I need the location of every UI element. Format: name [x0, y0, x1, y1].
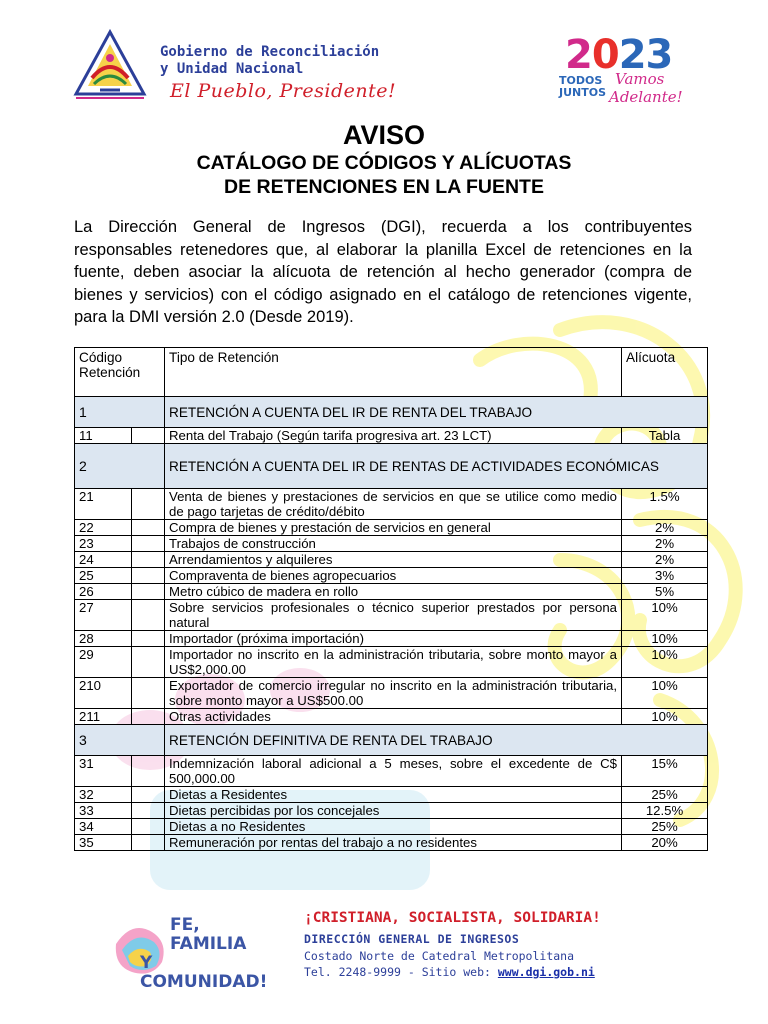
section-row	[75, 397, 708, 428]
row-rate: 10%	[622, 647, 708, 678]
row-code: 22	[75, 520, 132, 536]
row-rate: 2%	[622, 552, 708, 568]
table-row	[75, 631, 708, 647]
table-row	[75, 568, 708, 584]
row-description: Sobre servicios profesionales o técnico superior prestados por persona natural	[165, 600, 622, 631]
year-digit: 2	[618, 32, 646, 78]
row-code: 31	[75, 756, 132, 787]
row-rate: 25%	[622, 819, 708, 835]
row-description: Arrendamientos y alquileres	[165, 552, 622, 568]
row-rate: 20%	[622, 835, 708, 851]
table-row	[75, 489, 708, 520]
row-spacer	[132, 803, 165, 819]
row-rate: 10%	[622, 678, 708, 709]
table-row	[75, 647, 708, 678]
page-subtitle-line1: CATÁLOGO DE CÓDIGOS Y ALÍCUOTAS	[196, 152, 572, 174]
row-description: Renta del Trabajo (Según tarifa progresiva art. 23 LCT)	[165, 428, 622, 444]
table-row	[75, 584, 708, 600]
table-header-row	[75, 348, 708, 397]
row-code: 35	[75, 835, 132, 851]
row-code: 210	[75, 678, 132, 709]
row-rate: 1.5%	[622, 489, 708, 520]
table-row	[75, 709, 708, 725]
row-rate: 5%	[622, 584, 708, 600]
table-row	[75, 600, 708, 631]
row-spacer	[132, 584, 165, 600]
row-code: 33	[75, 803, 132, 819]
header-type: Tipo de Retención	[165, 348, 622, 397]
row-spacer	[132, 631, 165, 647]
year-digit: 2	[565, 32, 592, 78]
juntos-label: JUNTOS	[559, 86, 607, 99]
todos-label: TODOS	[559, 74, 603, 87]
table-row	[75, 819, 708, 835]
row-rate: 2%	[622, 520, 708, 536]
row-rate: 2%	[622, 536, 708, 552]
year-digit: 0	[591, 32, 619, 78]
comunidad-label: Y COMUNIDAD!	[140, 953, 268, 992]
footer-slogan: ¡CRISTIANA, SOCIALISTA, SOLIDARIA!	[304, 910, 601, 926]
fe-familia-comunidad-logo	[112, 910, 272, 992]
row-code: 34	[75, 819, 132, 835]
row-spacer	[132, 678, 165, 709]
table-row	[75, 803, 708, 819]
row-description: Metro cúbico de madera en rollo	[165, 584, 622, 600]
row-code: 11	[75, 428, 132, 444]
row-spacer	[132, 600, 165, 631]
government-emblem-icon	[70, 28, 150, 112]
row-spacer	[132, 552, 165, 568]
fe-label: FE,	[170, 915, 200, 935]
row-rate: 10%	[622, 600, 708, 631]
row-code: 29	[75, 647, 132, 678]
row-description: Dietas percibidas por los concejales	[165, 803, 622, 819]
row-code: 24	[75, 552, 132, 568]
footer-address: Costado Norte de Catedral Metropolitana	[304, 949, 575, 963]
row-description: Compra de bienes y prestación de servicios en general	[165, 520, 622, 536]
row-spacer	[132, 489, 165, 520]
row-spacer	[132, 756, 165, 787]
page-title: AVISO	[342, 120, 425, 150]
row-description: Exportador de comercio irregular no inscrito en la administración tributaria, sobre monto mayor a US$500.00	[165, 678, 622, 709]
row-code: 211	[75, 709, 132, 725]
row-rate: 10%	[622, 709, 708, 725]
row-code: 21	[75, 489, 132, 520]
row-spacer	[132, 536, 165, 552]
intro-paragraph: La Dirección General de Ingresos (DGI), recuerda a los contribuyentes responsables retenedores que, al elaborar la planilla Excel de retenciones en la fuente, deben asociar la alícuota de retención al hecho generador (compra de bienes y servicios) con el código asignado en el catálogo de retenciones vigente, para la DMI versión 2.0 (Desde 2019).	[74, 218, 692, 327]
row-code: 27	[75, 600, 132, 631]
row-description: Indemnización laboral adicional a 5 meses, sobre el excedente de C$ 500,000.00	[165, 756, 622, 787]
row-code: 26	[75, 584, 132, 600]
row-spacer	[132, 520, 165, 536]
government-header	[70, 28, 430, 118]
row-spacer	[132, 568, 165, 584]
section-number: 1	[75, 397, 165, 428]
table-row	[75, 835, 708, 851]
row-code: 32	[75, 787, 132, 803]
table-row	[75, 756, 708, 787]
government-name-line1: Gobierno de Reconciliación	[160, 44, 380, 60]
fe-familia-text	[140, 915, 272, 992]
section-title: RETENCIÓN A CUENTA DEL IR DE RENTAS DE ACTIVIDADES ECONÓMICAS	[165, 444, 708, 489]
vamos-label: Vamos	[615, 70, 665, 88]
table-row	[75, 536, 708, 552]
header-code: Código Retención	[75, 348, 165, 397]
section-number: 3	[75, 725, 165, 756]
row-description: Remuneración por rentas del trabajo a no residentes	[165, 835, 622, 851]
row-description: Importador no inscrito en la administración tributaria, sobre monto mayor a US$2,000.00	[165, 647, 622, 678]
table-row	[75, 552, 708, 568]
row-rate: 10%	[622, 631, 708, 647]
year-2023-logo	[555, 28, 705, 118]
row-code: 23	[75, 536, 132, 552]
row-description: Importador (próxima importación)	[165, 631, 622, 647]
row-description: Compraventa de bienes agropecuarios	[165, 568, 622, 584]
retention-catalog-table	[74, 347, 708, 851]
table-row	[75, 520, 708, 536]
row-rate: Tabla	[622, 428, 708, 444]
row-code: 25	[75, 568, 132, 584]
section-row	[75, 725, 708, 756]
familia-label: FAMILIA	[170, 934, 247, 954]
header-rate: Alícuota	[622, 348, 708, 397]
row-rate: 25%	[622, 787, 708, 803]
section-title: RETENCIÓN DEFINITIVA DE RENTA DEL TRABAJO	[165, 725, 708, 756]
row-rate: 12.5%	[622, 803, 708, 819]
row-description: Venta de bienes y prestaciones de servicios en que se utilice como medio de pago tarjetas de crédito/débito	[165, 489, 622, 520]
table-row	[75, 428, 708, 444]
row-description: Otras actividades	[165, 709, 622, 725]
table-row	[75, 787, 708, 803]
government-name-line2: y Unidad Nacional	[160, 61, 304, 77]
adelante-label: Adelante!	[609, 88, 683, 106]
row-spacer	[132, 819, 165, 835]
page-subtitle-line2: DE RETENCIONES EN LA FUENTE	[224, 176, 544, 198]
section-number: 2	[75, 444, 165, 489]
government-slogan: El Pueblo, Presidente!	[170, 80, 397, 102]
row-spacer	[132, 647, 165, 678]
row-description: Dietas a no Residentes	[165, 819, 622, 835]
row-spacer	[132, 709, 165, 725]
row-description: Trabajos de construcción	[165, 536, 622, 552]
year-digit: 3	[645, 32, 673, 78]
footer-institution: DIRECCIÓN GENERAL DE INGRESOS	[304, 932, 520, 946]
row-rate: 15%	[622, 756, 708, 787]
row-description: Dietas a Residentes	[165, 787, 622, 803]
section-row	[75, 444, 708, 489]
section-title: RETENCIÓN A CUENTA DEL IR DE RENTA DEL TRABAJO	[165, 397, 708, 428]
row-spacer	[132, 835, 165, 851]
row-spacer	[132, 428, 165, 444]
row-spacer	[132, 787, 165, 803]
row-code: 28	[75, 631, 132, 647]
table-row	[75, 678, 708, 709]
footer-contact	[304, 965, 595, 979]
website-link[interactable]: www.dgi.gob.ni	[497, 965, 595, 979]
footer-phone: Tel. 2248-9999 - Sitio web:	[304, 965, 498, 979]
row-rate: 3%	[622, 568, 708, 584]
